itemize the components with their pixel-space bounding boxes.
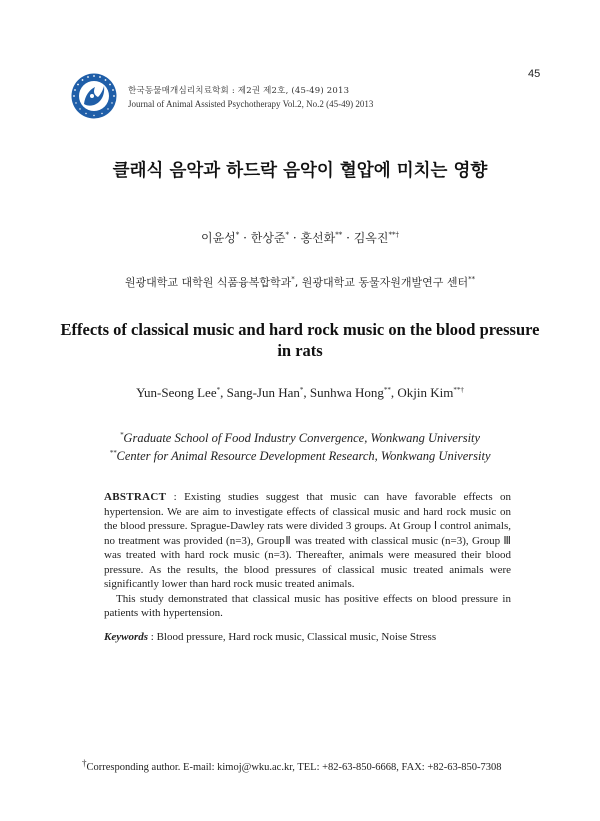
author-name: , Sunhwa Hong <box>303 385 384 400</box>
author-name: 김옥진 <box>353 231 389 245</box>
abstract-paragraph-2: This study demonstrated that classical music has positive effects on blood pressure in patients with hypertension. <box>104 592 511 619</box>
page-number: 45 <box>528 68 541 80</box>
affiliation-english-2 <box>0 449 600 464</box>
abstract-paragraph-1 <box>104 490 511 592</box>
affiliation-english-1 <box>0 431 600 446</box>
author-separator: · <box>289 231 301 245</box>
affiliations-korean <box>0 274 600 290</box>
affiliation-mark: ** <box>335 231 343 239</box>
corresponding-author-footnote <box>82 758 552 773</box>
keywords-section <box>104 631 524 643</box>
abstract-section <box>104 490 511 621</box>
affiliation-mark: * <box>216 386 221 394</box>
affiliation-mark: ** <box>383 386 391 394</box>
affiliation-mark: * <box>299 386 304 394</box>
footnote-text: Corresponding author. E-mail: kimoj@wku.ac.kr, TEL: +82-63-850-6668, FAX: +82-63-850-7308 <box>86 762 502 773</box>
affiliation-mark: **† <box>453 386 464 394</box>
author-name: , Sang-Jun Han <box>220 385 300 400</box>
title-korean: 클래식 음악과 하드락 음악이 혈압에 미치는 영향 <box>112 161 488 181</box>
author-name: Yun-Seong Lee <box>136 385 217 400</box>
affiliation-mark: * <box>119 431 124 439</box>
journal-citation-english: Journal of Animal Assisted Psychotherapy Vol.2, No.2 (45-49) 2013 <box>128 99 374 109</box>
keywords-colon: : <box>148 631 157 643</box>
keywords-text: Blood pressure, Hard rock music, Classical music, Noise Stress <box>156 631 437 643</box>
affiliation-mark: * <box>285 231 290 239</box>
association-logo <box>70 72 118 120</box>
affiliation-mark: ** <box>468 275 476 283</box>
authors-english <box>0 385 600 401</box>
affiliation-mark: * <box>235 231 240 239</box>
abstract-colon: : <box>166 491 185 503</box>
abstract-text: Existing studies suggest that music can have favorable effects on hypertension. We are aim to investigate effects of classical music and hard rock music on the blood pressure. Sprague-Dawley rats were divided 3 groups. At Group Ⅰ control animals, no treatment was provided (n=3), GroupⅡ was treated with classical music (n=3), Group Ⅲ was treated with hard rock music (n=3). Thereafter, animals were measured their blood pressure. As the results, the blood pressures of classical music treated animals were significantly lower than hard rock music treated animals. <box>104 491 511 590</box>
journal-citation-korean: 한국동물매개심리치료학회 : 제2권 제2호, (45-49) 2013 <box>128 86 350 96</box>
affiliation-text: , 원광대학교 동물자원개발연구 센터 <box>294 276 469 289</box>
affiliation-mark: **† <box>388 231 399 239</box>
author-separator: · <box>342 231 354 245</box>
author-name: , Okjin Kim <box>390 385 454 400</box>
author-name: 홍선화 <box>300 231 336 245</box>
abstract-label: ABSTRACT <box>104 491 167 503</box>
author-name: 한상준 <box>250 231 286 245</box>
author-name: 이윤성 <box>201 231 236 245</box>
affiliation-mark: ** <box>109 449 117 457</box>
affiliation-mark: * <box>291 275 295 283</box>
affiliation-text: 원광대학교 대학원 식품융복합학과 <box>124 276 292 289</box>
affiliation-text: Center for Animal Resource Development Research, Wonkwang University <box>116 449 491 463</box>
dagger-mark: † <box>82 758 87 768</box>
affiliation-text: Graduate School of Food Industry Convergence, Wonkwang University <box>123 431 481 445</box>
keywords-label: Keywords <box>104 631 148 643</box>
author-separator: · <box>239 231 251 245</box>
authors-korean <box>0 229 600 246</box>
title-english: Effects of classical music and hard rock music on the blood pressure in rats <box>60 320 540 360</box>
